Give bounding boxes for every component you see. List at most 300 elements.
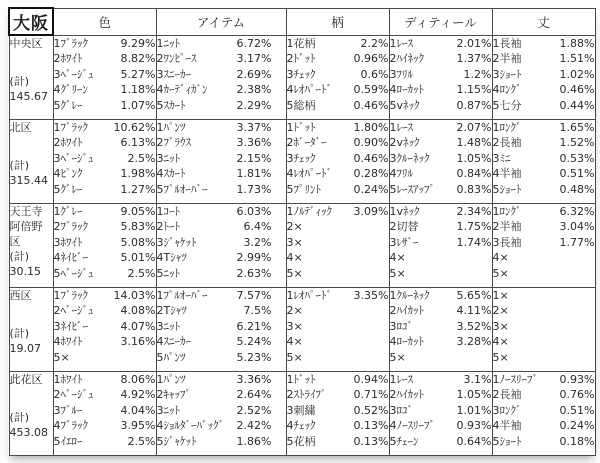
data-cell-tennoji-abeno-ku-detail [389,203,492,287]
ranking-entry [157,387,272,403]
district-row-konohana-ku [9,371,595,455]
district-label-line: 30.15 [9,264,41,278]
ranking-entry [287,418,389,434]
ranking-entry [157,235,272,251]
entry-percentage: 6.32% [559,204,595,218]
entry-label: 4ｽｶｰﾄ [156,167,186,180]
entry-percentage: 0.59% [353,83,389,96]
entry-label: 2ﾊｲｶｯﾄ [389,388,424,401]
entry-percentage: 1.77% [559,235,595,249]
ranking-entry [493,303,595,319]
data-cell-nishi-ku-length [492,287,595,371]
ranking-entry [54,51,156,67]
entry-percentage: 2.29% [236,98,272,112]
entry-percentage: 0.13% [353,434,389,448]
entry-percentage: 2.69% [236,67,272,81]
district-label-line: 中央区 [9,37,43,50]
entry-percentage: 3.1% [463,372,492,386]
entry-percentage: 0.94% [353,372,389,386]
entry-label: 3刺繍 [286,403,316,417]
entry-label: 5ｼｮｰﾄ [492,182,522,196]
entry-percentage: 0.90% [353,136,389,149]
entry-label: 1ﾊﾟﾝﾂ [156,372,186,386]
entry-label: 5七分 [492,98,522,112]
ranking-entry [157,288,272,304]
district-cell-kita-ku [9,119,53,203]
entry-label: 4ﾚｵﾊﾟｰﾄﾞ [286,167,332,180]
ranking-entry [390,82,492,98]
district-label-line: 此花区 [9,372,43,386]
entry-label: 4ｼｮﾙﾀﾞｰﾊﾞｯｸﾞ [156,419,224,432]
entry-label: 4× [492,335,509,348]
ranking-entry [390,51,492,67]
data-cell-nishi-ku-item [156,287,286,371]
entry-label: 5ﾌﾟﾘﾝﾄ [286,182,321,196]
entry-label: 1ｺｰﾄ [156,204,180,218]
entry-label: 2× [286,220,303,233]
entry-percentage: 2.5% [127,266,156,280]
ranking-entry [287,372,389,388]
entry-percentage: 1.05% [456,151,492,165]
entry-percentage: 9.29% [120,36,156,50]
entry-percentage: 0.46% [353,151,389,165]
entry-label: 1ﾆｯﾄ [156,36,180,50]
ranking-entry [157,403,272,419]
column-header-color: 色 [53,8,156,35]
entry-label: 4ﾛｰｶｯﾄ [389,83,424,96]
entry-label: 2長袖 [492,388,522,401]
entry-label: 1ﾄﾞｯﾄ [286,372,316,386]
data-cell-tennoji-abeno-ku-item [156,203,286,287]
ranking-entry [390,135,492,151]
ranking-entry [390,350,492,366]
ranking-entry [54,67,156,83]
data-cell-chuo-ku-detail [389,35,492,119]
ranking-entry [493,387,595,403]
entry-label: 4ﾎﾜｲﾄ [53,335,83,348]
ranking-entry [493,82,595,98]
entry-label: 2半袖 [492,220,522,233]
entry-percentage: 0.48% [559,182,595,196]
ranking-entry [493,250,595,266]
ranking-entry [157,250,272,266]
entry-percentage: 3.17% [236,52,272,65]
entry-percentage: 3.52% [456,319,492,333]
ranking-entry [54,418,156,434]
entry-label: 1ﾄﾞｯﾄ [286,120,316,134]
entry-percentage: 1.48% [456,136,492,149]
entry-percentage: 3.35% [353,288,389,302]
entry-percentage: 5.24% [236,335,272,348]
entry-label: 4ﾌﾞﾗｯｸ [53,419,88,432]
header-row [9,8,595,35]
ranking-entry [390,403,492,419]
entry-label: 1ﾛﾝｸﾞ [492,204,522,218]
ranking-entry [493,135,595,151]
ranking-entry [493,350,595,366]
district-cell-chuo-ku [9,35,53,119]
entry-label: 3× [492,319,509,333]
ranking-entry [157,372,272,388]
entry-label: 2× [492,304,509,317]
ranking-entry [287,204,389,220]
ranking-entry [287,82,389,98]
district-label-line: (計) [9,75,30,88]
ranking-entry [157,266,272,282]
ranking-entry [54,403,156,419]
entry-percentage: 8.82% [120,52,156,65]
district-label-line: (計) [9,158,30,172]
entry-percentage: 4.07% [120,319,156,333]
ranking-entry [390,36,492,52]
entry-percentage: 2.34% [456,204,492,218]
entry-label: 3ﾌﾘﾙ [389,67,413,81]
ranking-entry [287,434,389,450]
entry-label: 1ﾚｰｽ [389,120,413,134]
ranking-entry [287,334,389,350]
district-label-line: 区 [9,234,21,248]
entry-label: 4ｽﾆｰｶｰ [156,335,191,348]
entry-label: 4× [286,335,303,348]
entry-percentage: 1.80% [353,120,389,134]
ranking-entry [390,303,492,319]
entry-percentage: 3.95% [120,419,156,432]
entry-percentage: 7.57% [236,288,272,302]
ranking-entry [54,120,156,136]
ranking-entry [390,67,492,83]
ranking-entry [54,204,156,220]
entry-label: 2長袖 [492,136,522,149]
entry-label: 5ﾁｪｰﾝ [389,434,419,448]
ranking-entry [287,219,389,235]
ranking-entry [287,350,389,366]
ranking-entry [390,120,492,136]
ranking-entry [493,67,595,83]
ranking-entry [287,288,389,304]
ranking-entry [54,303,156,319]
ranking-entry [54,36,156,52]
osaka-fashion-ranking-table [8,7,596,456]
entry-label: 5× [286,350,303,364]
entry-label: 5ﾆｯﾄ [156,266,180,280]
entry-label: 4ｸﾞﾘｰﾝ [53,83,88,96]
ranking-entry [54,434,156,450]
ranking-entry [157,219,272,235]
ranking-entry [287,182,389,198]
column-header-pattern: 柄 [286,8,389,35]
entry-label: 5花柄 [286,434,316,448]
data-cell-nishi-ku-color [53,287,156,371]
entry-label: 3ﾎﾜｲﾄ [53,235,83,249]
entry-percentage: 0.76% [559,388,595,401]
district-label-line: 天王寺 [9,204,43,218]
ranking-entry [54,288,156,304]
entry-percentage: 0.51% [559,167,595,180]
ranking-entry [493,418,595,434]
entry-label: 4× [286,251,303,264]
ranking-entry [390,250,492,266]
entry-label: 3× [286,235,303,249]
ranking-entry [54,219,156,235]
ranking-entry [390,372,492,388]
entry-label: 3ﾈｲﾋﾞｰ [53,319,88,333]
entry-percentage: 2.42% [236,419,272,432]
entry-percentage: 3.04% [559,220,595,233]
data-cell-chuo-ku-length [492,35,595,119]
entry-label: 5× [492,266,509,280]
entry-percentage: 1.73% [236,182,272,196]
entry-percentage: 3.36% [236,372,272,386]
ranking-entry [54,182,156,198]
table-container [8,7,596,456]
column-header-item: アイテム [156,8,286,35]
entry-percentage: 1.51% [559,52,595,65]
ranking-entry [54,372,156,388]
entry-label: 2Tｼｬﾂ [156,304,187,317]
entry-label: 5ﾌﾟﾙｵｰﾊﾞｰ [156,182,208,196]
entry-percentage: 3.36% [236,136,272,149]
data-cell-chuo-ku-color [53,35,156,119]
entry-label: 1ﾛﾝｸﾞ [492,120,522,134]
entry-percentage: 1.15% [456,83,492,96]
data-cell-nishi-ku-pattern [286,287,389,371]
data-cell-konohana-ku-item [156,371,286,455]
entry-label: 5× [492,350,509,364]
entry-label: 2× [286,304,303,317]
ranking-entry [390,151,492,167]
ranking-entry [54,82,156,98]
ranking-entry [157,51,272,67]
ranking-entry [390,266,492,282]
ranking-entry [390,334,492,350]
ranking-entry [390,204,492,220]
entry-label: 2vﾈｯｸ [389,136,420,149]
entry-percentage: 6.13% [120,136,156,149]
ranking-entry [287,166,389,182]
entry-label: 5× [389,266,406,280]
entry-label: 1ﾌﾞﾗｯｸ [53,288,88,302]
district-label-line: 北区 [9,120,32,134]
entry-percentage: 0.44% [559,98,595,112]
entry-percentage: 1.52% [559,136,595,149]
ranking-entry [157,120,272,136]
district-cell-nishi-ku [9,287,53,371]
district-spacer [10,51,53,74]
district-label-line: (計) [9,410,30,424]
entry-label: 4Tｼｬﾂ [156,251,187,264]
entry-label: 2ﾊｲﾈｯｸ [389,52,424,65]
entry-percentage: 0.46% [559,83,595,96]
entry-percentage: 1.07% [120,98,156,112]
entry-percentage: 0.13% [353,419,389,432]
ranking-entry [287,51,389,67]
entry-label: 1ﾉﾙﾃﾞｨｯｸ [286,204,332,218]
entry-label: 1ｸﾙｰﾈｯｸ [389,288,430,302]
ranking-entry [54,250,156,266]
entry-percentage: 4.11% [456,304,492,317]
entry-label: 1ﾎﾜｲﾄ [53,372,83,386]
data-cell-tennoji-abeno-ku-pattern [286,203,389,287]
ranking-entry [157,135,272,151]
entry-percentage: 0.28% [353,167,389,180]
ranking-entry [287,135,389,151]
ranking-entry [493,372,595,388]
entry-label: 4ﾋﾟﾝｸ [53,167,83,180]
entry-percentage: 6.72% [236,36,272,50]
ranking-entry [493,434,595,450]
region-header-osaka: 大阪 [9,8,53,35]
data-cell-konohana-ku-detail [389,371,492,455]
ranking-entry [287,98,389,114]
entry-label: 2ﾄｰﾄ [156,220,180,233]
entry-percentage: 1.01% [456,403,492,417]
entry-label: 4ﾛｰｶｯﾄ [389,335,424,348]
entry-label: 5ｼﾞｬｹｯﾄ [156,434,197,448]
ranking-entry [157,418,272,434]
ranking-entry [287,67,389,83]
entry-percentage: 2.99% [236,251,272,264]
entry-percentage: 6.03% [236,204,272,218]
entry-label: 5× [53,350,70,364]
entry-label: 2ｽﾄﾗｲﾌﾟ [286,388,327,401]
entry-percentage: 0.93% [456,419,492,432]
entry-percentage: 5.08% [120,235,156,249]
district-label-line: (計) [9,249,30,263]
entry-label: 1花柄 [286,36,316,50]
ranking-entry [493,151,595,167]
entry-percentage: 0.24% [559,419,595,432]
data-cell-kita-ku-pattern [286,119,389,203]
district-label-line: 453.08 [9,425,48,439]
entry-percentage: 0.51% [559,403,595,417]
ranking-entry [493,334,595,350]
ranking-entry [54,151,156,167]
district-row-chuo-ku [9,35,595,119]
entry-label: 2ﾍﾞｰｼﾞｭ [53,388,94,401]
ranking-entry [390,418,492,434]
entry-percentage: 1.37% [456,52,492,65]
entry-label: 5ｽｶｰﾄ [156,98,186,112]
ranking-entry [54,166,156,182]
entry-percentage: 4.04% [120,403,156,417]
entry-label: 3ﾛｺﾞ [389,403,413,417]
entry-percentage: 0.93% [559,372,595,386]
ranking-entry [390,219,492,235]
entry-label: 1vﾈｯｸ [389,204,420,218]
entry-label: 3ﾛﾝｸﾞ [492,403,522,417]
entry-percentage: 3.2% [243,235,272,249]
entry-label: 1ﾌﾞﾗｯｸ [53,36,88,50]
ranking-entry [287,151,389,167]
district-spacer [10,387,53,410]
entry-percentage: 1.05% [456,388,492,401]
entry-label: 1ﾊﾟﾝﾂ [156,120,186,134]
district-cell-tennoji-abeno-ku [9,203,53,287]
entry-percentage: 4.92% [120,388,156,401]
entry-label: 3ﾐﾆ [492,151,511,165]
ranking-entry [157,204,272,220]
entry-label: 3ﾁｪｯｸ [286,151,316,165]
entry-percentage: 6.21% [236,319,272,333]
entry-label: 5ｼｮｰﾄ [492,434,522,448]
district-label-line: 315.44 [9,173,48,187]
entry-percentage: 0.18% [559,434,595,448]
ranking-entry [493,288,595,304]
entry-percentage: 0.64% [456,434,492,448]
entry-label: 1× [492,288,509,302]
ranking-entry [157,334,272,350]
entry-percentage: 9.05% [120,204,156,218]
entry-percentage: 10.62% [113,120,156,134]
entry-percentage: 0.24% [353,182,389,196]
ranking-entry [157,319,272,335]
entry-label: 1ﾌﾟﾙｵｰﾊﾞｰ [156,288,208,302]
ranking-entry [54,387,156,403]
entry-label: 3ﾆｯﾄ [156,403,180,417]
data-cell-kita-ku-detail [389,119,492,203]
data-cell-konohana-ku-length [492,371,595,455]
data-cell-nishi-ku-detail [389,287,492,371]
district-cell-konohana-ku [9,371,53,455]
entry-label: 4ﾉｰｽﾘｰﾌﾞ [389,419,435,432]
column-header-detail: ディティール [389,8,492,35]
data-cell-kita-ku-length [492,119,595,203]
entry-label: 3ﾌﾞﾙｰ [53,403,83,417]
ranking-entry [157,67,272,83]
entry-label: 4ﾁｪｯｸ [286,419,316,432]
district-row-tennoji-abeno-ku [9,203,595,287]
entry-label: 5× [286,266,303,280]
entry-label: 2ﾊｲｶｯﾄ [389,304,424,317]
ranking-entry [493,120,595,136]
entry-percentage: 2.5% [127,151,156,165]
entry-label: 1ﾉｰｽﾘｰﾌﾞ [492,372,538,386]
data-cell-konohana-ku-pattern [286,371,389,455]
ranking-entry [287,36,389,52]
ranking-entry [493,219,595,235]
entry-percentage: 0.96% [353,52,389,65]
entry-label: 3ｸﾙｰﾈｯｸ [389,151,430,165]
district-label-line: 阿倍野 [9,219,43,233]
entry-percentage: 5.23% [236,350,272,364]
entry-percentage: 7.5% [243,304,272,317]
entry-label: 4ﾚｵﾊﾟｰﾄﾞ [286,83,332,96]
entry-label: 1ｸﾞﾚｰ [53,204,83,218]
entry-label: 3× [286,319,303,333]
ranking-entry [493,319,595,335]
entry-label: 3ﾍﾞｰｼﾞｭ [53,67,94,81]
entry-label: 3ﾆｯﾄ [156,319,180,333]
entry-percentage: 3.16% [120,335,156,348]
ranking-entry [493,403,595,419]
ranking-entry [390,319,492,335]
ranking-entry [287,303,389,319]
district-label-line: 145.67 [9,90,48,103]
entry-percentage: 1.74% [456,235,492,249]
district-row-kita-ku [9,119,595,203]
entry-label: 1長袖 [492,36,522,50]
ranking-entry [287,387,389,403]
entry-label: 3ﾁｪｯｸ [286,67,316,81]
entry-label: 2半袖 [492,52,522,65]
ranking-entry [390,182,492,198]
entry-percentage: 0.6% [360,67,389,81]
ranking-entry [390,434,492,450]
ranking-entry [287,120,389,136]
entry-percentage: 5.27% [120,67,156,81]
district-spacer [10,303,53,326]
entry-percentage: 1.81% [236,167,272,180]
